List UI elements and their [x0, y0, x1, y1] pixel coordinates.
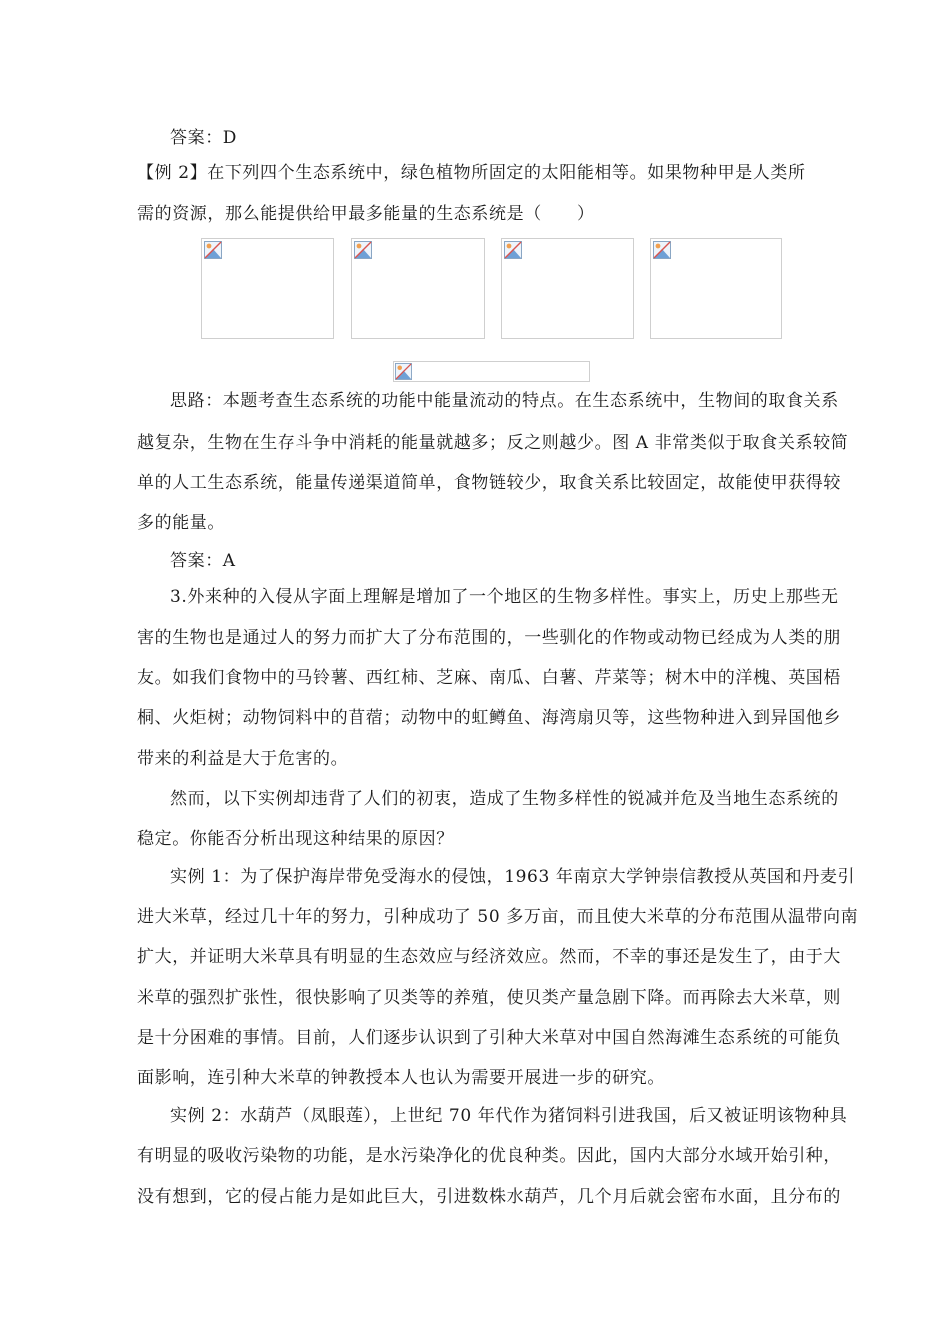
broken-image-icon	[504, 241, 522, 259]
section-3-line-5: 带来的利益是大于危害的。	[137, 749, 349, 769]
reasoning-line-2: 越复杂，生物在生存斗争中消耗的能量就越多；反之则越少。图 A 非常类似于取食关系较简	[137, 433, 849, 453]
broken-image-icon	[653, 241, 671, 259]
broken-image-icon	[354, 241, 372, 259]
case-2-line-3: 没有想到，它的侵占能力是如此巨大，引进数株水葫芦，几个月后就会密布水面，且分布的	[137, 1187, 841, 1207]
section-3-line-3: 友。如我们食物中的马铃薯、西红柿、芝麻、南瓜、白薯、芹菜等；树木中的洋槐、英国梧	[137, 668, 841, 688]
case-1-line-4: 米草的强烈扩张性，很快影响了贝类等的养殖，使贝类产量急剧下降。而再除去大米草，则	[137, 988, 841, 1008]
case-1-line-1: 实例 1：为了保护海岸带免受海水的侵蚀，1963 年南京大学钟崇信教授从英国和丹麦引	[170, 867, 856, 887]
figure-a-image	[201, 238, 334, 339]
broken-image-icon	[204, 241, 222, 259]
reasoning-line-4: 多的能量。	[137, 513, 225, 533]
case-1-line-2: 进大米草，经过几十年的努力，引种成功了 50 多万亩，而且使大米草的分布范围从温带向南	[137, 907, 859, 927]
however-line-1: 然而，以下实例却违背了人们的初衷，造成了生物多样性的锐减并危及当地生态系统的	[170, 789, 839, 809]
case-2-line-1: 实例 2：水葫芦（凤眼莲），上世纪 70 年代作为猪饲料引进我国，后又被证明该物种具	[170, 1106, 848, 1126]
case-1-line-6: 面影响，连引种大米草的钟教授本人也认为需要开展进一步的研究。	[137, 1068, 665, 1088]
broken-image-icon	[395, 363, 412, 380]
case-2-line-2: 有明显的吸收污染物的功能，是水污染净化的优良种类。因此，国内大部分水域开始引种，	[137, 1146, 841, 1166]
however-line-2: 稳定。你能否分析出现这种结果的原因？	[137, 829, 454, 849]
reasoning-line-3: 单的人工生态系统，能量传递渠道简单，食物链较少，取食关系比较固定，故能使甲获得较	[137, 473, 841, 493]
example-2-line-1: 【例 2】在下列四个生态系统中，绿色植物所固定的太阳能相等。如果物种甲是人类所	[137, 163, 806, 183]
figure-b-image	[351, 238, 485, 339]
reasoning-line-1: 思路：本题考查生态系统的功能中能量流动的特点。在生态系统中，生物间的取食关系	[170, 391, 839, 411]
figure-legend-image	[393, 361, 590, 382]
section-3-line-1: 3.外来种的入侵从字面上理解是增加了一个地区的生物多样性。事实上，历史上那些无	[170, 587, 839, 607]
answer-2: 答案：A	[170, 551, 236, 571]
section-3-line-4: 桐、火炬树；动物饲料中的苜蓿；动物中的虹鳟鱼、海湾扇贝等，这些物种进入到异国他乡	[137, 708, 841, 728]
figure-d-image	[650, 238, 782, 339]
figure-c-image	[501, 238, 634, 339]
case-1-line-3: 扩大，并证明大米草具有明显的生态效应与经济效应。然而，不幸的事还是发生了，由于大	[137, 947, 841, 967]
section-3-line-2: 害的生物也是通过人的努力而扩大了分布范围的，一些驯化的作物或动物已经成为人类的朋	[137, 628, 841, 648]
case-1-line-5: 是十分困难的事情。目前，人们逐步认识到了引种大米草对中国自然海滩生态系统的可能负	[137, 1028, 841, 1048]
answer-1: 答案：D	[170, 128, 238, 148]
example-2-line-2: 需的资源，那么能提供给甲最多能量的生态系统是（ ）	[137, 204, 595, 224]
